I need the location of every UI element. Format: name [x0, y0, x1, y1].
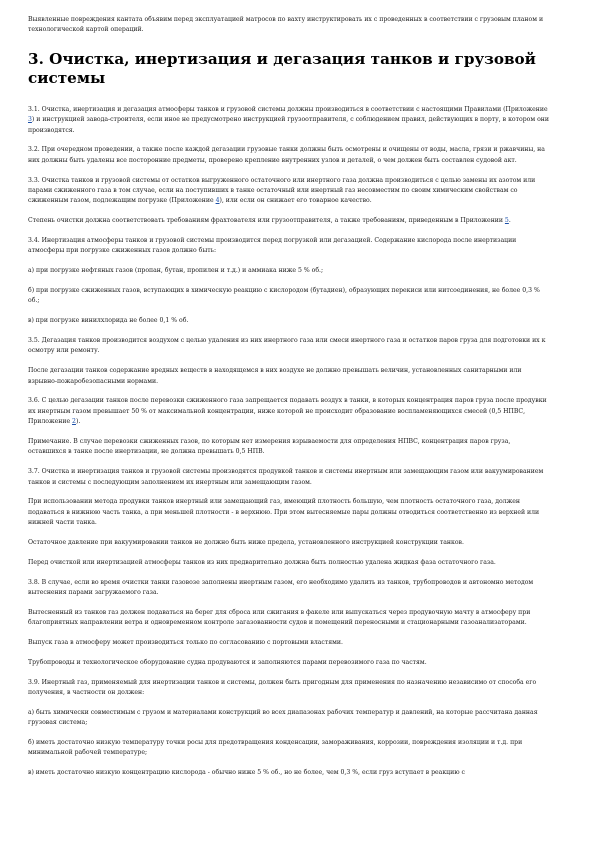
gas-requirement-c: в) иметь достаточно низкую концентрацию кислорода - обычно ниже 5 % об., но не более, чем 0,3 %, если груз вступает в реакцию с — [28, 769, 465, 777]
appendix-link-2[interactable]: 2 — [72, 418, 76, 426]
paragraph-liquid-removal: Перед очисткой или инертизацией атмосферы танков из них предварительно должна быть полностью удалена жидкая фаза остаточного газа. — [28, 558, 496, 566]
paragraph-harmful-substances: После дегазации танков содержание вредных веществ в находящемся в них воздухе не должно превышать величин, установленных санитарными или взрывно-пожаробезопасными нормами. — [28, 367, 522, 385]
note-paragraph: Примечание. В случае перевозки сжиженных газов, по которым нет измерения взрываемости для определения НПВС, концентрация паров груза, оставшихся в танке после инертизации, не должна превышать 0,5 НПВ. — [28, 438, 511, 456]
paragraph-3-8: 3.8. В случае, если во время очистки танки газовозе заполнены инертным газом, его необходимо удалить из танков, трубопроводов и автономно методом вытеснения парами загружаемого газа. — [28, 578, 534, 597]
list-item-a: а) при погрузке нефтяных газов (пропан, бутан, пропилен и т.д.) и аммиака ниже 5 % об.; — [28, 267, 324, 275]
section-title: 3. Очистка, инертизация и дегазация танков и грузовой системы — [28, 49, 536, 87]
gas-requirement-b: б) иметь достаточно низкую температуру точки росы для предотвращения конденсации, замораживания, коррозии, повреждения изоляции и т.д. при минимальной рабочей температуре; — [28, 739, 523, 757]
list-item-b: б) при погрузке сжиженных газов, вступающих в химическую реакцию с кислородом (бутадиен), образующих перекиси или нитсоединения, не более 0,3 % об.; — [28, 287, 540, 305]
paragraph-atmosphere-release: Выпуск газа в атмосферу может производиться только по согласованию с портовыми властями. — [28, 639, 343, 647]
paragraph-3-5: 3.5. Дегазация танков производится воздухом с целью удаления из них инертного газа или смеси инертного газа и остатков паров груза для подготовки их к осмотру или ремонту. — [28, 337, 546, 355]
appendix-link-5[interactable]: 5 — [504, 217, 509, 225]
paragraph-purge-method: При использовании метода продувки танков инертный или замещающий газ, имеющий плотность большую, чем плотность остаточного газа, должен подаваться в нижнюю часть танка, а при меньшей плотности - в верхнюю. При этом вытесняемые пары должны отводиться соответственно из верхней или нижней части танка. — [28, 498, 540, 527]
appendix-link-3[interactable]: 3 — [28, 116, 32, 124]
paragraph-3-4: 3.4. Инертизация атмосферы танков и грузовой системы производится перед погрузкой или дегазацией. Содержание кислорода после инертизации атмосферы при погрузке сжиженных газов должно быть: — [28, 237, 517, 255]
list-item-c: в) при погрузке винилхлорида не более 0,1 % об. — [28, 317, 189, 325]
paragraph-3-1: 3.1. Очистка, инертизация и дегазация атмосферы танков и грузовой системы должны производиться в соответствии с настоящими Правилами (Приложение 3) и инструкцией завода-строителя, если иное не предусмотрено инструкцией грузоотправителя, с соблюдением правил, действующих в порту, в котором они производятся. — [28, 105, 549, 134]
paragraph-cleaning-degree: Степень очистки должна соответствовать требованиям фрахтователя или грузоотправителя, а также требованиям, приведенным в Приложении 5. — [28, 217, 511, 225]
paragraph-3-9: 3.9. Инертный газ, применяемый для инертизации танков и системы, должен быть пригодным для применения по назначению независимо от способа его получения, в частности он должен: — [28, 678, 537, 697]
paragraph-gas-discharge: Вытесненный из танков газ должен подаваться на берег для сброса или сжигания в факеле или выпускаться через продувочную мачту в атмосферу при благоприятных направлении ветра и одновременном контроле загазованности судов и помещений переносными и стационарными газоанализаторами. — [28, 608, 531, 627]
intro-paragraph: Выявленные повреждения кантата объявим перед эксплуатацией матросов по вахту инструктировать их с проведенных в соответствии с грузовым планом и технологической картой операций. — [28, 16, 544, 34]
gas-requirement-a: а) быть химически совместимым с грузом и материалами конструкций во всех диапазонах рабочих температур и давлений, на которые рассчитана данная грузовая система; — [28, 708, 538, 727]
paragraph-3-7: 3.7. Очистка и инертизация танков и грузовой системы производятся продувкой танков и системы инертным или замещающим газом или вакуумированием танков и системы с последующим заполнением их инертным или замещающим газом. — [28, 468, 544, 486]
paragraph-residual-pressure: Остаточное давление при вакуумировании танков не должно быть ниже предела, установленного инструкцией конструкции танков. — [28, 539, 464, 547]
paragraph-3-2: 3.2. При очередном проведении, а также после каждой дегазации грузовые танки должны быть осмотрены и очищены от воды, масла, грязи и ржавчины, на них должны быть удалены все посторонние предметы, проверено крепление внутренних узлов и деталей, о чем должен быть составлен судовой акт. — [28, 146, 545, 164]
paragraph-3-6: 3.6. С целью дегазации танков после перевозки сжиженного газа запрещается подавать воздух в танки, в которых концентрация паров груза после продувки их инертным газом превышает 50 % от максимальной концентрации, ниже которой не происходит образование воспламеняющихся смесей (0,5 НПВС, Приложение 2). — [28, 397, 547, 426]
paragraph-pipelines: Трубопроводы и технологическое оборудование судна продуваются и заполняются парами перевозимого газа по частям. — [28, 658, 427, 666]
appendix-link-4[interactable]: 4 — [215, 197, 220, 205]
paragraph-3-3: 3.3. Очистка танков и грузовой системы от остатков выгруженного остаточного или инертного газа должна производиться с целью замены их азотом или парами сжиженного газа в том случае, если на поступивших в танке остаточный или инертный газ несовместим по своим химическим свойствам со сжиженным газом, подлежащим погрузке (Приложение 4), или если он снижает его товарное качество. — [28, 176, 536, 205]
